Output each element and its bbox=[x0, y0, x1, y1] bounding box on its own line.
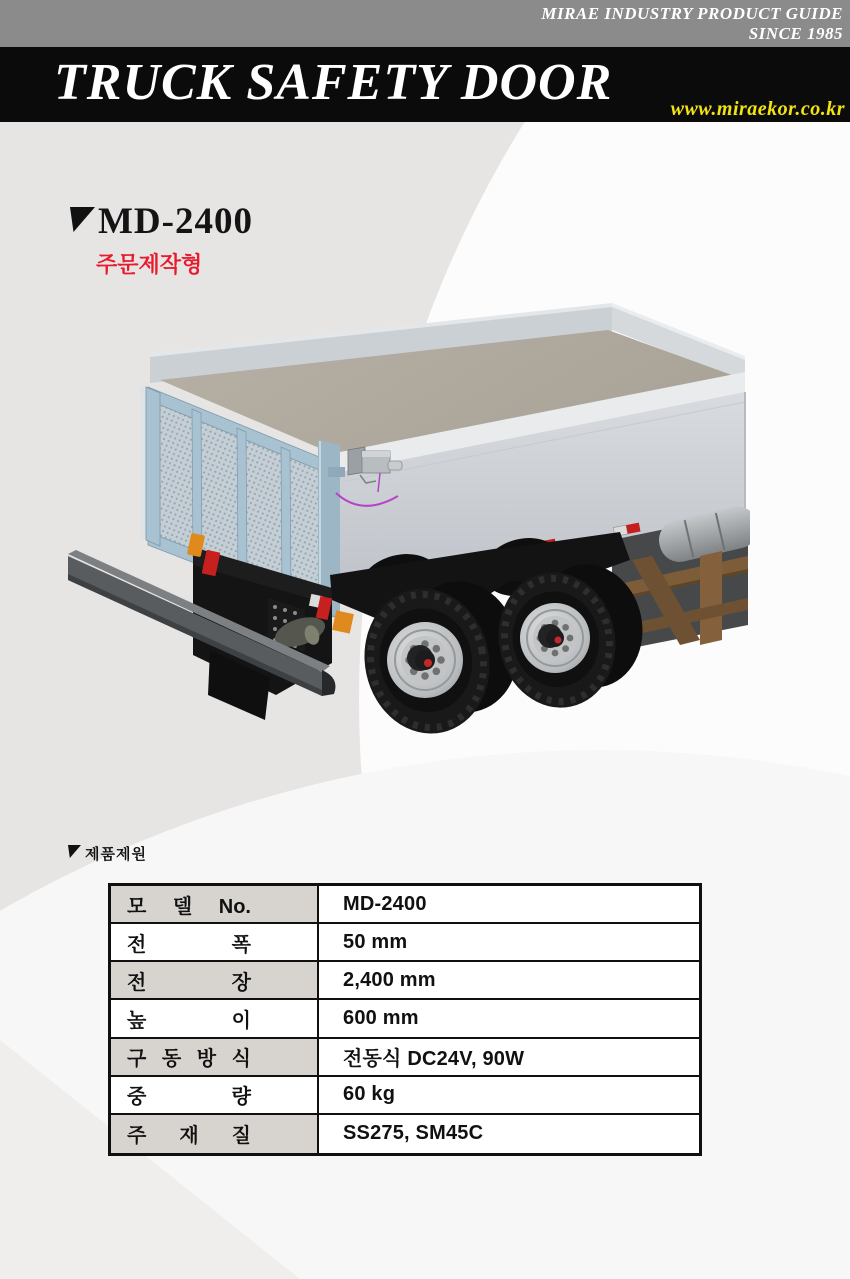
spec-label-cell: 전 폭 bbox=[111, 924, 319, 960]
spec-table bbox=[108, 883, 702, 1156]
spec-label-cell: 중 량 bbox=[111, 1077, 319, 1113]
table-row bbox=[111, 886, 699, 924]
table-row bbox=[111, 1077, 699, 1115]
spec-value-cell: 2,400 mm bbox=[343, 968, 436, 991]
tagline-line2: SINCE 1985 bbox=[748, 24, 843, 43]
header-tagline bbox=[0, 0, 850, 47]
spec-value-cell: MD-2400 bbox=[343, 892, 427, 915]
spec-value-cell: 50 mm bbox=[343, 930, 408, 953]
truck-safety-door-illustration bbox=[60, 295, 750, 745]
model-subtitle: 주문제작형 bbox=[96, 252, 203, 277]
spec-label-cell: 구 동 방 식 bbox=[111, 1039, 319, 1075]
spec-section-heading bbox=[68, 843, 147, 864]
model-name: MD-2400 bbox=[98, 201, 253, 242]
table-row bbox=[111, 962, 699, 1000]
spec-section-title: 제품제원 bbox=[85, 846, 147, 863]
spec-label-cell: 높 이 bbox=[111, 1000, 319, 1036]
spec-value-cell: 60 kg bbox=[343, 1083, 396, 1106]
model-heading bbox=[70, 203, 253, 241]
spec-label-cell: 모 델 No. bbox=[111, 886, 319, 922]
truck-render bbox=[60, 295, 750, 745]
table-row bbox=[111, 1039, 699, 1077]
title-banner bbox=[0, 47, 850, 122]
flag-triangle-small-icon bbox=[68, 845, 81, 858]
spec-value-cell: SS275, SM45C bbox=[343, 1122, 484, 1145]
spec-value-cell: 전동식 DC24V, 90W bbox=[343, 1048, 525, 1071]
table-row bbox=[111, 1000, 699, 1038]
spec-label-cell: 주 재 질 bbox=[111, 1115, 319, 1153]
table-row bbox=[111, 1115, 699, 1153]
table-row bbox=[111, 924, 699, 962]
page-title: TRUCK SAFETY DOOR bbox=[54, 54, 613, 111]
spec-label-cell: 전 장 bbox=[111, 962, 319, 998]
tagline-line1: MIRAE INDUSTRY PRODUCT GUIDE bbox=[541, 4, 843, 23]
flag-triangle-icon bbox=[70, 207, 95, 232]
spec-value-cell: 600 mm bbox=[343, 1006, 419, 1029]
website-link[interactable]: www.miraekor.co.kr bbox=[670, 98, 845, 120]
